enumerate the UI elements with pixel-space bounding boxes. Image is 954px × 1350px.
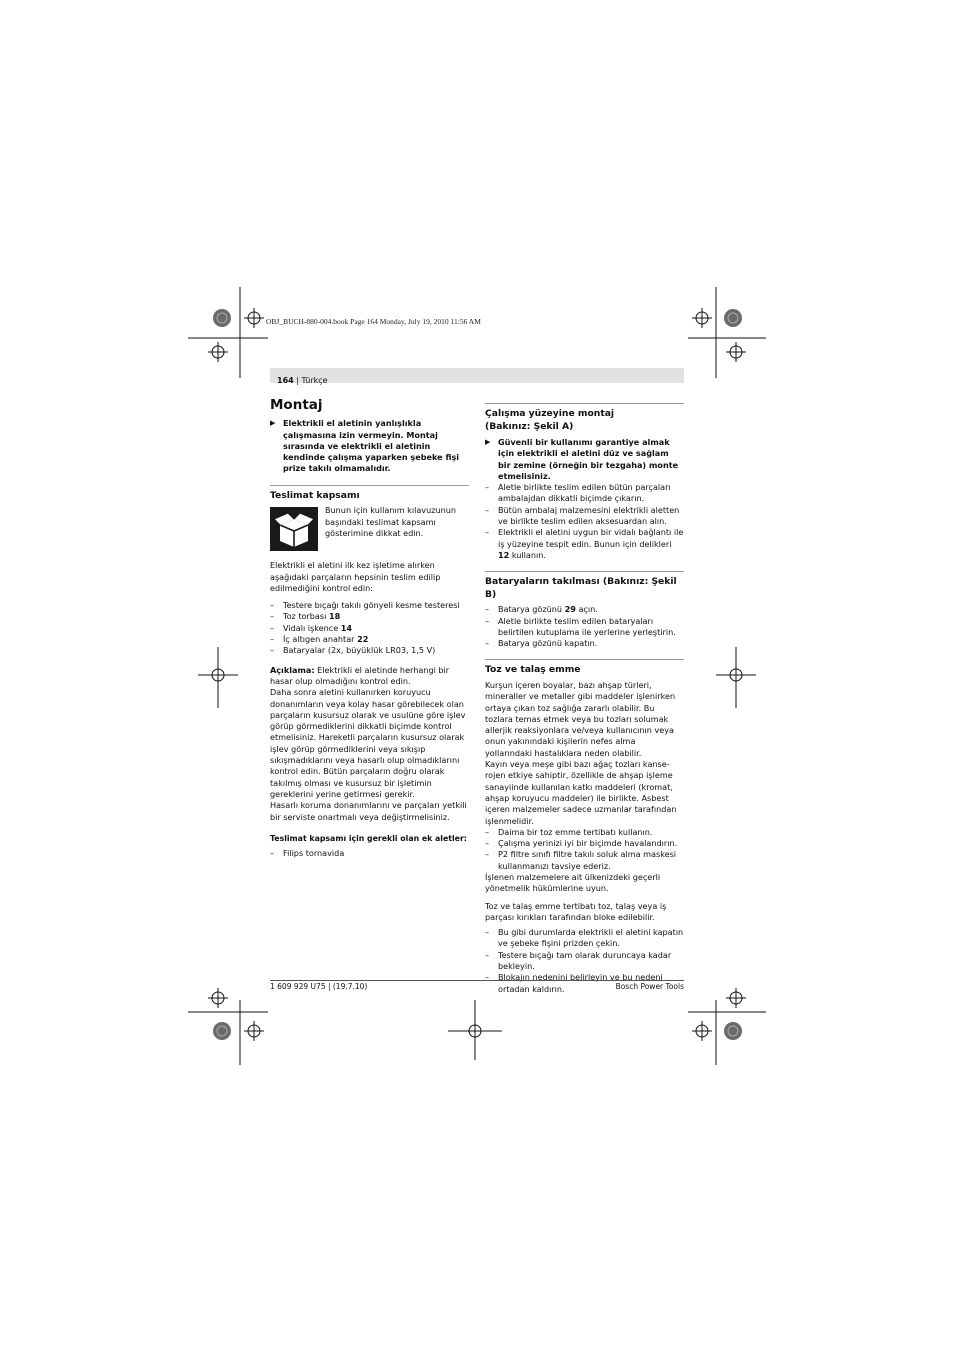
note-paragraph-2: Daha sonra aletini kullanırken koruyucu donanımların veya kolay hasar görebilecek olan parçaların kusursuz olarak ve usulüne göre işlev görüp görmediklerini dikkatli biçimde kontrol etmelisiniz. Hareketli parçaların kusursuz olarak işlev görüp görmediklerini veya sıkışıp sıkışmadıklarını veya hasarlı olup olmadıklarını kontrol edin. Bütün parçaların doğru olarak takılmış olması ve kusursuz bir işletimin gereklerini yerine getirmesi gerekir. xyxy=(270,687,466,799)
list-item: – Bataryalar (2x, büyüklük LR03, 1,5 V) xyxy=(270,645,436,656)
header-language: Türkçe xyxy=(301,376,328,385)
header-separator: | xyxy=(293,376,302,385)
list-item: – İç altıgen anahtar 22 xyxy=(270,634,369,645)
list-item: – Çalışma yerinizi iyi bir biçimde havalandırın. xyxy=(485,838,678,849)
list-item: – Daima bir toz emme tertibatı kullanın. xyxy=(485,826,653,837)
list-item: – Elektrikli el aletini uygun bir vidalı bağlantı ile iş yüzeyine tespit edin. Bunun için delikleri 12 kullanın. xyxy=(485,527,684,560)
note-label: Açıklama: xyxy=(270,664,315,675)
page-number: 164 xyxy=(277,376,294,385)
dust-paragraph-4: Toz ve talaş emme tertibatı toz, talaş veya iş parçası kırıkları tarafından bloke edilebilir. xyxy=(485,900,667,922)
list-item: – Blokajın nedenini belirleyin ve bu nedeni ortadan kaldırın. xyxy=(485,972,663,994)
list-item: – Bütün ambalaj malzemesini elektrikli aletten ve birlikte teslim edilen aksesuardan alın. xyxy=(485,504,680,527)
file-info: OBJ_BUCH-880-004.book Page 164 Monday, July 19, 2010 11:56 AM xyxy=(266,317,481,326)
note-paragraph-3: Hasarlı koruma donanımlarını ve parçaları yetkili bir serviste onartmalı veya değiştirmelisiniz. xyxy=(270,800,467,822)
list-item: – Toz torbası 18 xyxy=(270,611,341,622)
list-item: – Testere bıçağı takılı gönyeli kesme testeresi xyxy=(270,600,460,611)
delivery-box-text: Bunun için kullanım kılavuzunun başındaki teslimat kapsamı gösterimine dikkat edin. xyxy=(325,505,456,538)
delivery-intro: Elektrikli el aletini ilk kez işletime alırken aşağıdaki parçaların hepsinin teslim edilip edilmediğini kontrol edin: xyxy=(270,560,441,593)
arrow-bullet-icon: ▶ xyxy=(485,438,491,446)
dust-paragraph-2: Kayın veya meşe gibi bazı ağaç tozları kanse-rojen etkiye sahiptir, özellikle de ahşap işleme sanayiinde kullanılan katkı maddeleri (kromat, ahşap koruyucu maddeler) ile birlikte. Asbest içeren malzemeler sadece uzmanlar tarafından işlenmelidir. xyxy=(485,759,677,826)
arrow-bullet-icon: ▶ xyxy=(270,419,276,428)
dust-paragraph-3: İşlenen malzemelere ait ülkenizdeki geçerli yönetmelik hükümlerine uyun. xyxy=(485,872,661,894)
list-item: – Testere bıçağı tam olarak duruncaya kadar bekleyin. xyxy=(485,949,672,972)
tools-heading: Teslimat kapsamı için gerekli olan ek aletler: xyxy=(270,833,467,843)
delivery-heading: Teslimat kapsamı xyxy=(270,489,360,501)
list-item: – Batarya gözünü kapatın. xyxy=(485,638,598,649)
dust-paragraph-1: Kurşun içeren boyalar, bazı ahşap türleri, mineraller ve metaller gibi maddeler işlenirken ortaya çıkan toz sağlığa zararlı olabilir. Bu tozlara temas etmek veya bu tozları solumak allerjik reaksiyonlara ve/veya kullanıcının veya onun yakınındaki kişilerin nefes alma yollarındaki hastalıklara neden olabilir. xyxy=(485,679,676,758)
list-item: – Bu gibi durumlarda elektrikli el aletini kapatın ve şebeke fişini prizden çekin. xyxy=(485,927,684,949)
warning-text: Elektrikli el aletinin yanlışlıkla çalışmasına izin vermeyin. Montaj sırasında ve elektrikli el aletinin kendinde çalışma yaparken şebeke fişi prize takılı olmamalıdır. xyxy=(283,418,460,474)
list-item: – P2 filtre sınıfı filtre takılı soluk alma maskesi kullanmanızı tavsiye ederiz. xyxy=(485,849,677,871)
dust-heading: Toz ve talaş emme xyxy=(485,664,581,676)
battery-heading: Bataryaların takılması (Bakınız: Şekil B) xyxy=(485,576,677,600)
footer-left: 1 609 929 U75 | (19.7.10) xyxy=(270,982,368,991)
list-item: – Filips tornavida xyxy=(270,848,345,859)
mount-warning-text: Güvenli bir kullanımı garantiye almak için elektrikli el aletini düz ve sağlam bir zemine (örneğin bir tezgaha) monte etmelisiniz. xyxy=(498,437,679,481)
footer-right: Bosch Power Tools xyxy=(615,982,684,991)
note-paragraph: Açıklama: Elektrikli el aletinde herhangi bir hasar olup olmadığını kontrol edin. xyxy=(270,664,450,686)
section-title-montaj: Montaj xyxy=(270,397,323,413)
list-item: – Batarya gözünü 29 açın. xyxy=(485,604,598,615)
list-item: – Vidalı işkence 14 xyxy=(270,622,353,633)
list-item: – Aletle birlikte teslim edilen bataryaları belirtilen kutuplama ile yerlerine yerleştirin. xyxy=(485,615,676,637)
mount-heading: Çalışma yüzeyine montaj (Bakınız: Şekil A) xyxy=(485,408,615,432)
list-item: – Aletle birlikte teslim edilen bütün parçaları ambalajdan dikkatli biçimde çıkarın. xyxy=(485,482,671,504)
